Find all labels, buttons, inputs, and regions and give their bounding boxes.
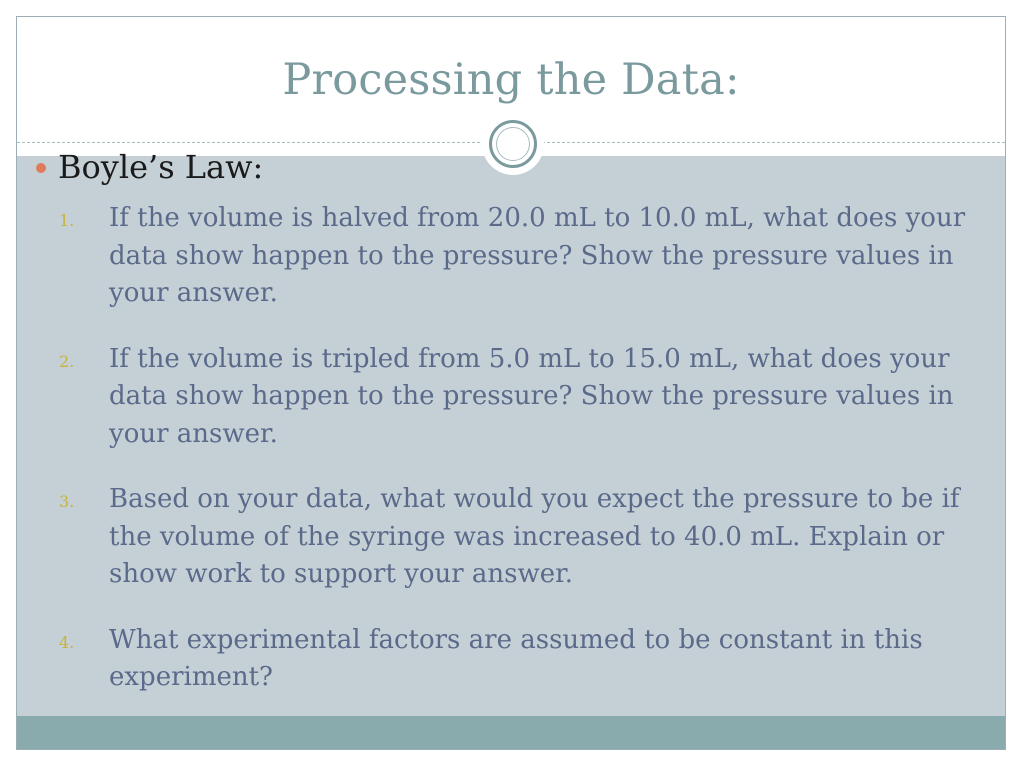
section-heading: Boyle’s Law: [58,148,264,186]
question-text: Based on your data, what would you expect the pressure to be if the volume of the syringe was increased to 40.0 mL. Explain or show work to support your answer. [109,484,960,589]
question-text: If the volume is tripled from 5.0 mL to 15.0 mL, what does your data show happen to the pressure? Show the pressure values in your answer. [109,343,954,449]
ornament-ring [489,120,537,168]
circle-ornament-icon [482,113,544,175]
question-list [56,200,966,725]
question-number: 1. [59,211,75,230]
bullet-heading [36,148,263,186]
question-text: If the volume is halved from 20.0 mL to 10.0 mL, what does your data show happen to the pressure? Show the pressure values in your answer. [109,203,966,308]
bullet-dot-icon [36,163,46,173]
question-item [56,341,966,454]
question-number: 3. [59,492,75,511]
slide-title: Processing the Data: [282,55,740,105]
question-text: What experimental factors are assumed to be constant in this experiment? [109,624,923,692]
question-number: 4. [59,632,75,652]
question-item [56,481,966,594]
question-item [56,200,966,313]
ornament-inner-ring [496,127,530,161]
question-number: 2. [59,351,75,371]
question-item [56,622,966,697]
